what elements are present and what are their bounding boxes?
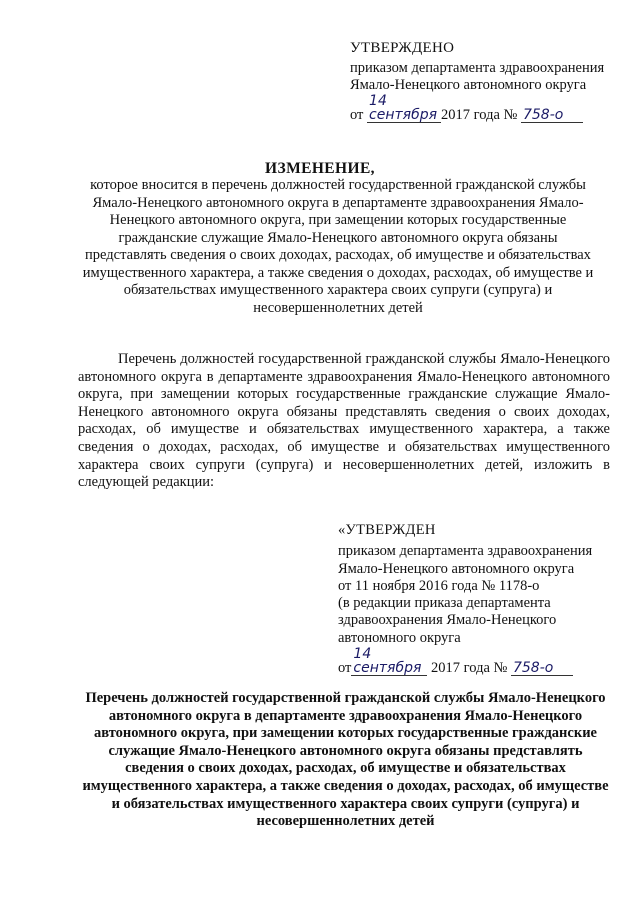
approval2-handwritten-number: 758-о	[511, 661, 573, 676]
approval2-line-1: приказом департамента здравоохранения	[338, 543, 593, 560]
approval2-line-3: от 11 ноября 2016 года № 1178-о	[338, 577, 540, 594]
amendment-subtitle: которое вносится в перечень должностей государственной гражданской службы Ямало-Ненецкого автономного округа в департаменте здравоохранения Ямало-Ненецкого автономного округа, при замещении которых государственные гражданские служащие Ямало-Ненецкого автономного округа обязаны представлять сведения о своих доходах, расходах, об имуществе и обязательствах имущественного характера, а также сведения о доходах, расходах, об имуществе и обязательствах имущественного характера своих супруги (супруга) и несовершеннолетних детей	[82, 177, 594, 316]
approval-date-year: 2017 года №	[441, 107, 518, 123]
approval-line-1: приказом департамента здравоохранения	[350, 60, 605, 76]
approval-date-line	[350, 94, 635, 124]
approval2-heading: «УТВЕРЖДЕН	[338, 522, 436, 538]
approval2-line-6: автономного округа	[338, 629, 461, 646]
body-paragraph: Перечень должностей государственной гражданской службы Ямало-Ненецкого автономного округа в департаменте здравоохранения Ямало-Ненецкого автономного округа, при замещении которых государственные гражданские служащие Ямало-Ненецкого автономного округа обязаны представлять сведения о своих доходах, расходах, об имуществе и обязательствах имущественного характера, а также сведения о доходах, расходах, об имуществе и обязательствах имущественного характера своих супруги (супруга) и несовершеннолетних детей, изложить в следующей редакции:	[78, 351, 610, 491]
final-title: Перечень должностей государственной гражданской службы Ямало-Ненецкого автономного округа в департаменте здравоохранения Ямало-Ненецкого автономного округа, при замещении которых государственные гражданские служащие Ямало-Ненецкого автономного округа обязаны представлять сведения о своих доходах, расходах, об имуществе и обязательствах имущественного характера, а также сведения о доходах, расходах, об имуществе и обязательствах имущественного характера своих супруги (супруга) и несовершеннолетних детей	[82, 690, 609, 830]
approval2-date-year: 2017 года №	[431, 660, 508, 677]
approval-heading: УТВЕРЖДЕНО	[350, 40, 455, 56]
approval2-line-4: (в редакции приказа департамента	[338, 595, 551, 612]
approval2-date-prefix: от	[338, 660, 352, 677]
approval-handwritten-number: 758-о	[521, 108, 583, 123]
approval-line-2: Ямало-Ненецкого автономного округа	[350, 77, 587, 93]
amendment-title: ИЗМЕНЕНИЕ,	[265, 160, 375, 177]
approval-block	[350, 40, 635, 124]
approval2-line-2: Ямало-Ненецкого автономного округа	[338, 560, 575, 577]
approval2-line-5: здравоохранения Ямало-Ненецкого	[338, 612, 557, 629]
approval2-handwritten-date: 14 сентября	[351, 647, 427, 676]
approval2-date-line	[338, 647, 628, 677]
approval-date-prefix: от	[350, 107, 364, 123]
approval-block-2	[338, 522, 628, 677]
approval-handwritten-date: 14 сентября	[367, 94, 441, 123]
